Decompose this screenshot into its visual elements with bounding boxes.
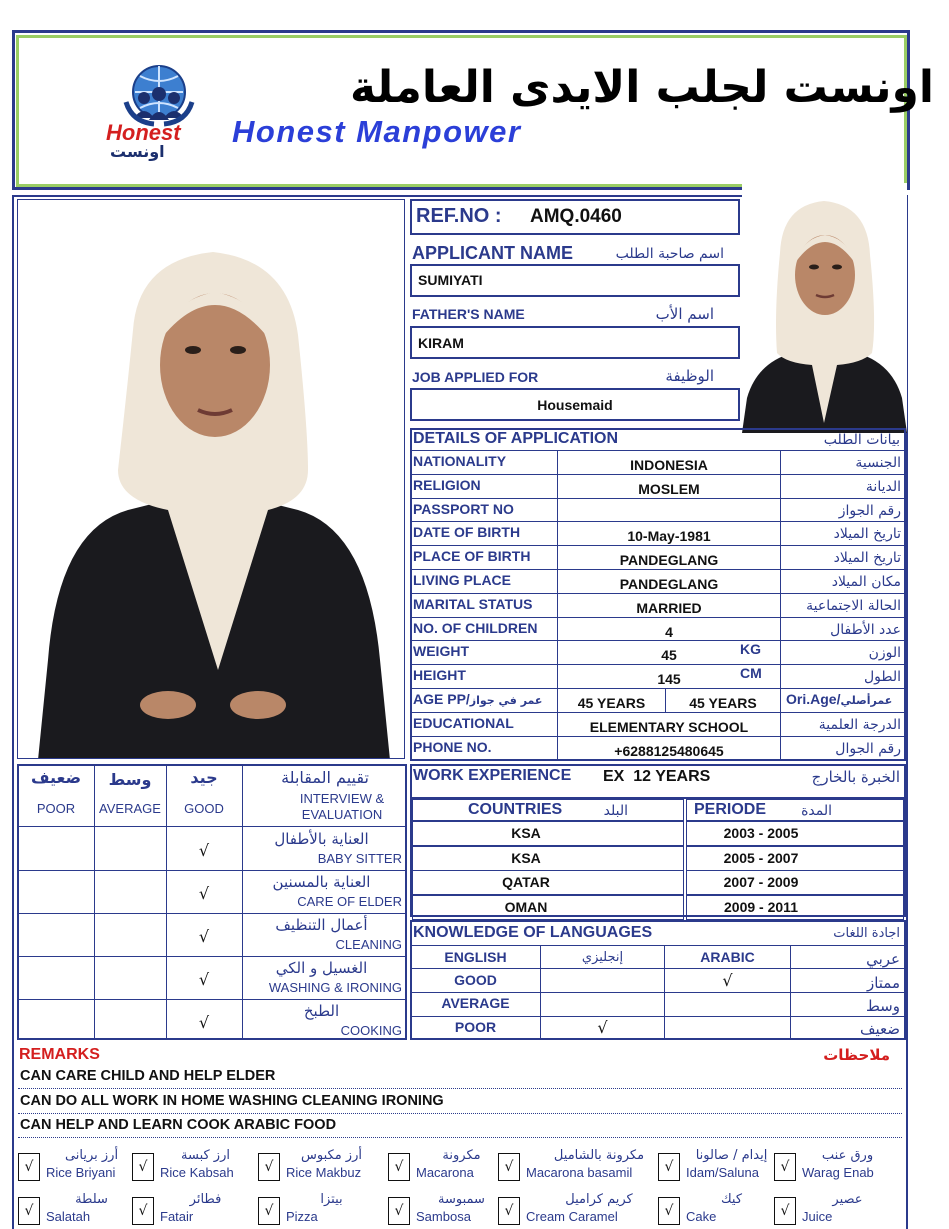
detail-label-ar: الحالة الاجتماعية	[806, 598, 901, 614]
work-experience-title-ar: الخبرة بالخارج	[811, 768, 900, 786]
food-label-ar: مكرونة بالشاميل	[553, 1148, 645, 1163]
job-applied-label: JOB APPLIED FOR	[412, 369, 539, 385]
detail-label: NATIONALITY	[413, 453, 507, 469]
detail-value: 145	[657, 671, 681, 687]
food-label: Juice	[802, 1209, 833, 1224]
detail-label: HEIGHT	[413, 667, 466, 683]
detail-label: NO. OF CHILDREN	[413, 620, 538, 636]
eval-skill-label: CLEANING	[335, 937, 402, 952]
work-experience-value: EX 12 YEARS	[603, 768, 711, 785]
eval-good-check: √	[198, 1013, 210, 1032]
food-label: Pizza	[286, 1209, 318, 1224]
detail-label-ar: تاريخ الميلاد	[833, 550, 901, 566]
applicant-passport-photo	[742, 183, 907, 433]
lang-english-header-ar: إنجليزي	[581, 950, 624, 965]
work-period: 2005 - 2007	[723, 850, 799, 866]
food-label-ar: كريم كراميل	[565, 1192, 633, 1207]
languages-title-ar: اجادة اللغات	[833, 926, 900, 941]
logo-text-ar: اونست	[110, 142, 165, 161]
food-checkbox[interactable]: √	[258, 1197, 280, 1225]
detail-label: LIVING PLACE	[413, 572, 512, 588]
remark-line-3: CAN HELP AND LEARN COOK ARABIC FOOD	[20, 1117, 337, 1133]
detail-unit: KG	[740, 641, 761, 657]
food-label-ar: سمبوسة	[438, 1192, 485, 1207]
company-logo	[104, 62, 214, 162]
applicant-name-box	[410, 264, 740, 297]
ref-no-box	[410, 199, 740, 235]
detail-label-ar: عدد الأطفال	[830, 622, 901, 638]
applicant-name-label-ar: اسم صاحبة الطلب	[615, 246, 724, 262]
detail-value: PANDEGLANG	[619, 576, 719, 592]
work-period: 2007 - 2009	[723, 874, 799, 890]
job-applied-box	[410, 388, 740, 421]
food-checkbox[interactable]: √	[388, 1153, 410, 1181]
detail-label: PASSPORT NO	[413, 501, 514, 517]
detail-label: DATE OF BIRTH	[413, 524, 521, 540]
detail-value: PANDEGLANG	[619, 552, 719, 568]
food-label-ar: ارز كبسة	[181, 1148, 230, 1163]
phone-label-ar: رقم الجوال	[835, 741, 901, 757]
educational-label: EDUCATIONAL	[413, 715, 514, 731]
ref-no-value: AMQ.0460	[530, 206, 622, 227]
remarks-title-ar: ملاحظات	[823, 1046, 890, 1064]
age-pp-label: AGE PP/عمر في جواز	[413, 691, 543, 707]
food-checkbox[interactable]: √	[132, 1197, 154, 1225]
lang-english-header: ENGLISH	[444, 949, 507, 965]
food-checkbox[interactable]: √	[132, 1153, 154, 1181]
eval-skill-ar: الطبخ	[303, 1002, 340, 1020]
food-label-ar: مكرونة	[442, 1148, 481, 1163]
phone-value: +6288125480645	[614, 743, 724, 759]
eval-skill-label: BABY SITTER	[317, 851, 402, 866]
eval-average-label: AVERAGE	[99, 801, 161, 816]
company-name-arabic: اونست لجلب الايدى العاملة	[350, 62, 934, 113]
applicant-name-value: SUMIYATI	[418, 272, 483, 288]
detail-value: INDONESIA	[630, 457, 708, 473]
food-checkbox[interactable]: √	[774, 1153, 796, 1181]
food-checkbox[interactable]: √	[658, 1153, 680, 1181]
lang-poor-label-ar: ضعيف	[859, 1020, 900, 1038]
detail-unit: CM	[740, 665, 762, 681]
lang-poor-english-check: √	[597, 1018, 608, 1037]
countries-label-ar: البلد	[603, 803, 628, 819]
eval-good-check: √	[198, 841, 210, 860]
details-title: DETAILS OF APPLICATION	[413, 430, 619, 447]
applicant-full-photo	[17, 199, 405, 759]
work-period: 2009 - 2011	[724, 899, 798, 915]
periode-label: PERIODE	[694, 801, 767, 818]
eval-good-check: √	[198, 884, 210, 903]
languages-title: KNOWLEDGE OF LANGUAGES	[413, 924, 653, 941]
eval-skill-ar: العناية بالأطفال	[274, 830, 369, 848]
work-period: 2003 - 2005	[723, 825, 799, 841]
lang-average-label-ar: وسط	[865, 997, 900, 1015]
food-label-ar: فطائر	[189, 1192, 222, 1207]
food-checkbox[interactable]: √	[258, 1153, 280, 1181]
lang-average-label: AVERAGE	[441, 995, 510, 1011]
work-country: QATAR	[502, 874, 550, 890]
food-checkbox[interactable]: √	[18, 1153, 40, 1181]
job-applied-label-ar: الوظيفة	[665, 367, 714, 385]
detail-label-ar: الجنسية	[855, 455, 901, 471]
father-name-label: FATHER'S NAME	[412, 306, 525, 322]
father-name-label-ar: اسم الأب	[655, 305, 714, 323]
eval-title: INTERVIEW & EVALUATION	[299, 791, 385, 822]
food-label-ar: كيك	[720, 1192, 743, 1207]
remarks-title: REMARKS	[19, 1046, 100, 1063]
father-name-value: KIRAM	[418, 335, 464, 351]
detail-label: WEIGHT	[413, 643, 469, 659]
lang-good-label-ar: ممتاز	[866, 974, 900, 992]
lang-poor-label: POOR	[454, 1019, 497, 1035]
food-checkbox[interactable]: √	[658, 1197, 680, 1225]
food-label-ar: عصير	[832, 1192, 863, 1207]
food-label: Warag Enab	[802, 1165, 874, 1180]
eval-good-check: √	[198, 927, 210, 946]
detail-label-ar: الطول	[863, 669, 901, 685]
eval-poor-ar: ضعيف	[30, 768, 82, 787]
educational-value: ELEMENTARY SCHOOL	[589, 719, 749, 735]
eval-average-ar: وسط	[108, 770, 152, 789]
eval-good-label: GOOD	[184, 801, 224, 816]
food-label-ar: بيتزا	[320, 1192, 343, 1207]
food-label-ar: إيدام / صالونا	[695, 1148, 768, 1163]
food-checkbox[interactable]: √	[498, 1153, 520, 1181]
food-label: Cake	[686, 1209, 717, 1224]
eval-poor-label: POOR	[36, 801, 76, 816]
work-country: KSA	[511, 850, 541, 866]
detail-label: RELIGION	[413, 477, 481, 493]
detail-value: 45	[661, 647, 677, 663]
food-label: Salatah	[46, 1209, 91, 1224]
father-name-box	[410, 326, 740, 359]
eval-skill-ar: أعمال التنظيف	[275, 916, 368, 934]
food-label: Sambosa	[416, 1209, 471, 1224]
eval-skill-label: COOKING	[340, 1023, 402, 1038]
details-title-ar: بيانات الطلب	[823, 432, 900, 448]
food-label: Macarona basamil	[526, 1165, 633, 1180]
food-label: Idam/Saluna	[686, 1165, 759, 1180]
lang-good-arabic-check: √	[722, 971, 733, 990]
food-checkbox[interactable]: √	[498, 1197, 520, 1225]
logo-text-en: Honest	[106, 120, 181, 145]
ref-no-label: REF.NO :	[416, 205, 502, 227]
periode-label-ar: المدة	[801, 803, 832, 819]
food-label: Rice Briyani	[46, 1165, 116, 1180]
detail-label: PLACE OF BIRTH	[413, 548, 531, 564]
applicant-name-label: APPLICANT NAME	[412, 243, 573, 263]
food-label: Fatair	[160, 1209, 194, 1224]
ori-age-label: Ori.Age/عمرأصلي	[786, 691, 893, 707]
detail-label: MARITAL STATUS	[413, 596, 533, 612]
food-label: Macarona	[416, 1165, 474, 1180]
food-checkbox[interactable]: √	[18, 1197, 40, 1225]
lang-arabic-header: ARABIC	[700, 949, 755, 965]
lang-good-label: GOOD	[454, 972, 497, 988]
detail-value: 10-May-1981	[627, 528, 711, 544]
food-label-ar: سلطة	[75, 1192, 108, 1207]
work-country: OMAN	[504, 899, 548, 915]
eval-skill-ar: العناية بالمسنين	[272, 873, 371, 891]
eval-good-ar: جيد	[190, 768, 218, 787]
age-original-value: 45 YEARS	[689, 695, 757, 711]
detail-label-ar: رقم الجواز	[838, 503, 901, 519]
job-applied-value: Housemaid	[537, 397, 613, 413]
countries-label: COUNTRIES	[468, 801, 563, 818]
food-label-ar: أرز بريانى	[64, 1148, 119, 1163]
remark-line-1: CAN CARE CHILD AND HELP ELDER	[20, 1068, 276, 1084]
food-label: Rice Kabsah	[160, 1165, 234, 1180]
eval-skill-label: WASHING & IRONING	[268, 980, 402, 995]
eval-skill-label: CARE OF ELDER	[297, 894, 402, 909]
detail-value: 4	[665, 624, 673, 640]
food-checkbox[interactable]: √	[388, 1197, 410, 1225]
eval-good-check: √	[198, 970, 210, 989]
work-experience-title: WORK EXPERIENCE	[413, 767, 572, 784]
food-label-ar: ورق عنب	[821, 1148, 874, 1163]
detail-value: MOSLEM	[638, 481, 700, 497]
detail-label-ar: مكان الميلاد	[831, 574, 901, 590]
lang-arabic-header-ar: عربي	[866, 950, 900, 968]
remark-line-2: CAN DO ALL WORK IN HOME WASHING CLEANING IRONING	[20, 1093, 444, 1109]
age-pp-value: 45 YEARS	[577, 695, 646, 711]
eval-skill-ar: الغسيل و الكي	[275, 959, 368, 977]
detail-label-ar: الديانة	[865, 479, 901, 495]
eval-title-ar: تقييم المقابلة	[281, 768, 369, 787]
phone-label: PHONE NO.	[413, 739, 492, 755]
detail-label-ar: تاريخ الميلاد	[833, 526, 901, 542]
work-country: KSA	[511, 825, 541, 841]
food-checkbox[interactable]: √	[774, 1197, 796, 1225]
food-label: Cream Caramel	[526, 1209, 618, 1224]
detail-label-ar: الوزن	[868, 645, 901, 661]
food-label: Rice Makbuz	[286, 1165, 362, 1180]
food-label-ar: أرز مكبوس	[301, 1148, 362, 1163]
educational-label-ar: الدرجة العلمية	[818, 717, 901, 733]
detail-value: MARRIED	[636, 600, 702, 616]
company-name-english: Honest Manpower	[232, 114, 522, 149]
